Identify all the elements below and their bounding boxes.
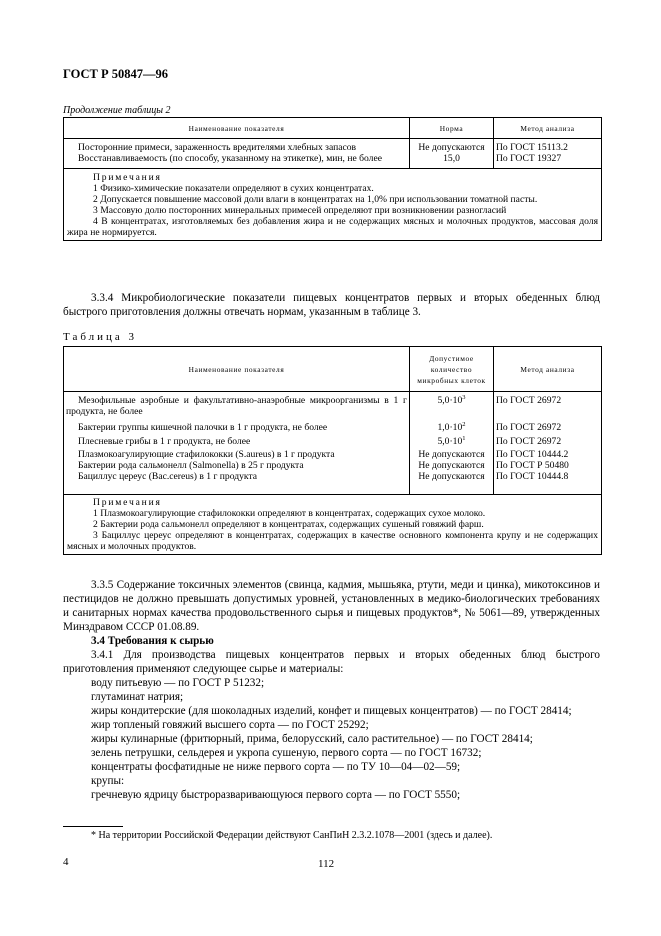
table-2 [63,117,602,241]
note-item: 3 Массовую долю посторонних минеральных примесей определяют при возникновении разногласий [93,205,507,216]
row-name: Плазмокоагулирующие стафилококки (S.aureus) в 1 г продукта [64,447,410,460]
row-name: Восстанавливаемость (по способу, указанному на этикетке), мин, не более [64,153,410,169]
column-header-norm: Норма [410,118,494,139]
row-count: Не допускаются [410,471,494,495]
table-row [64,139,602,154]
row-method: По ГОСТ 15113.2 [494,139,602,154]
footnote: * На территории Российской Федерации действуют СанПиН 2.3.2.1078—2001 (здесь и далее). [91,830,493,841]
table-row [64,392,602,418]
column-header-count: Допустимое количество микробных клеток [410,347,494,392]
note-item: 4 В концентратах, изготовляемых без добавления жира и не содержащих мясных и молочных продуктов, массовая доля жира не нормируется. [67,216,598,238]
table-notes [64,495,602,555]
notes-title: Примечания [93,172,162,183]
paragraph-3-3-4 [63,291,600,319]
row-count: Не допускаются [410,460,494,471]
row-name: Бактерии группы кишечной палочки в 1 г продукта, не более [64,417,410,433]
notes-title: Примечания [93,497,162,508]
section-heading: 3.4 Требования к сырью [91,635,214,647]
page-number-center: 112 [318,858,335,870]
row-norm: 15,0 [410,153,494,169]
column-header-method: Метод анализа [494,347,602,392]
list-item: жиры кондитерские (для шоколадных изделий, конфет и пищевых концентратов) — по ГОСТ 28414; [91,705,572,717]
row-method: По ГОСТ 10444.2 [494,447,602,460]
row-count: $5,0\cdot 10^1$ [410,433,494,447]
table-row [64,447,602,460]
list-item: зелень петрушки, сельдерея и укропа сушеную, первого сорта — по ГОСТ 16732; [91,747,482,759]
table-row [64,460,602,471]
note-item: 1 Физико-химические показатели определяют в сухих концентратах. [93,183,374,194]
row-method: По ГОСТ 10444.8 [494,471,602,495]
list-item: гречневую ядрицу быстроразваривающуюся первого сорта — по ГОСТ 5550; [91,789,461,801]
table-row [64,433,602,447]
document-header: ГОСТ Р 50847—96 [63,67,169,81]
row-count: Не допускаются [410,447,494,460]
note-item: 3 Бациллус цереус определяют в концентратах, содержащих в качестве основного компонента крупу и не содержащих мясных и молочных продуктов. [67,530,598,552]
row-norm: Не допускаются [410,139,494,154]
table-3 [63,346,602,555]
table-row [64,153,602,169]
page-number-left: 4 [63,856,69,868]
paragraph-3-4-1: 3.4.1 Для производства пищевых концентратов первых и вторых обеденных блюд быстрого приготовления применяют следующее сырье и материалы: [63,649,600,675]
row-method: По ГОСТ 26972 [494,392,602,418]
row-name: Бактерии рода сальмонелл (Salmonella) в 25 г продукта [64,460,410,471]
note-item: 2 Бактерии рода сальмонелл определяют в концентратах, содержащих сушеный говяжий фарш. [93,519,484,530]
table-notes [64,169,602,241]
list-item: глутаминат натрия; [91,691,184,703]
note-item: 2 Допускается повышение массовой доли влаги в концентратах на 1,0% при использовании томатной пасты. [93,194,538,205]
column-header-name: Наименование показателя [64,118,410,139]
table-row [64,417,602,433]
row-method: По ГОСТ 26972 [494,417,602,433]
note-item: 1 Плазмокоагулирующие стафилококки определяют в концентратах, содержащих сухое молоко. [93,508,486,519]
row-count: $5,0\cdot 10^3$ [410,392,494,418]
row-method: По ГОСТ 26972 [494,433,602,447]
row-method: По ГОСТ 19327 [494,153,602,169]
row-method: По ГОСТ Р 50480 [494,460,602,471]
row-name: Мезофильные аэробные и факультативно-анаэробные микроорганизмы в 1 г продукта, не более [64,392,410,418]
column-header-name: Наименование показателя [64,347,410,392]
table-3-label: Таблица 3 [63,331,138,343]
row-count: $1,0\cdot 10^2$ [410,417,494,433]
list-item: крупы: [91,775,125,787]
footnote-divider [63,826,123,827]
paragraph-3-3-5: 3.3.5 Содержание токсичных элементов (свинца, кадмия, мышьяка, ртути, меди и цинка), микотоксинов и пестицидов не должно превышать допустимых уровней, установленных в медико-биологических требованиях и санитарных нормах качества продовольственного сырья и пищевых продуктов*, № 5061—89, утвержденных Минздравом СССР 01.08.89. [63,579,600,633]
table-continuation-label: Продолжение таблицы 2 [63,105,171,116]
list-item: воду питьевую — по ГОСТ Р 51232; [91,677,265,689]
row-name: Посторонние примеси, зараженность вредителями хлебных запасов [64,139,410,154]
list-item: жиры кулинарные (фритюрный, прима, белорусский, сало растительное) — по ГОСТ 28414; [91,733,533,745]
row-name: Бациллус цереус (Bac.cereus) в 1 г продукта [64,471,410,495]
column-header-method: Метод анализа [494,118,602,139]
row-name: Плесневые грибы в 1 г продукта, не более [64,433,410,447]
paragraph-text: 3.3.4 Микробиологические показатели пищевых концентратов первых и вторых обеденных блюд быстрого приготовления должны отвечать нормам, указанным в таблице 3. [63,292,600,318]
body-text [63,578,600,802]
list-item: концентраты фосфатидные не ниже первого сорта — по ТУ 10—04—02—59; [91,761,461,773]
table-row [64,471,602,495]
list-item: жир топленый говяжий высшего сорта — по ГОСТ 25292; [91,719,369,731]
